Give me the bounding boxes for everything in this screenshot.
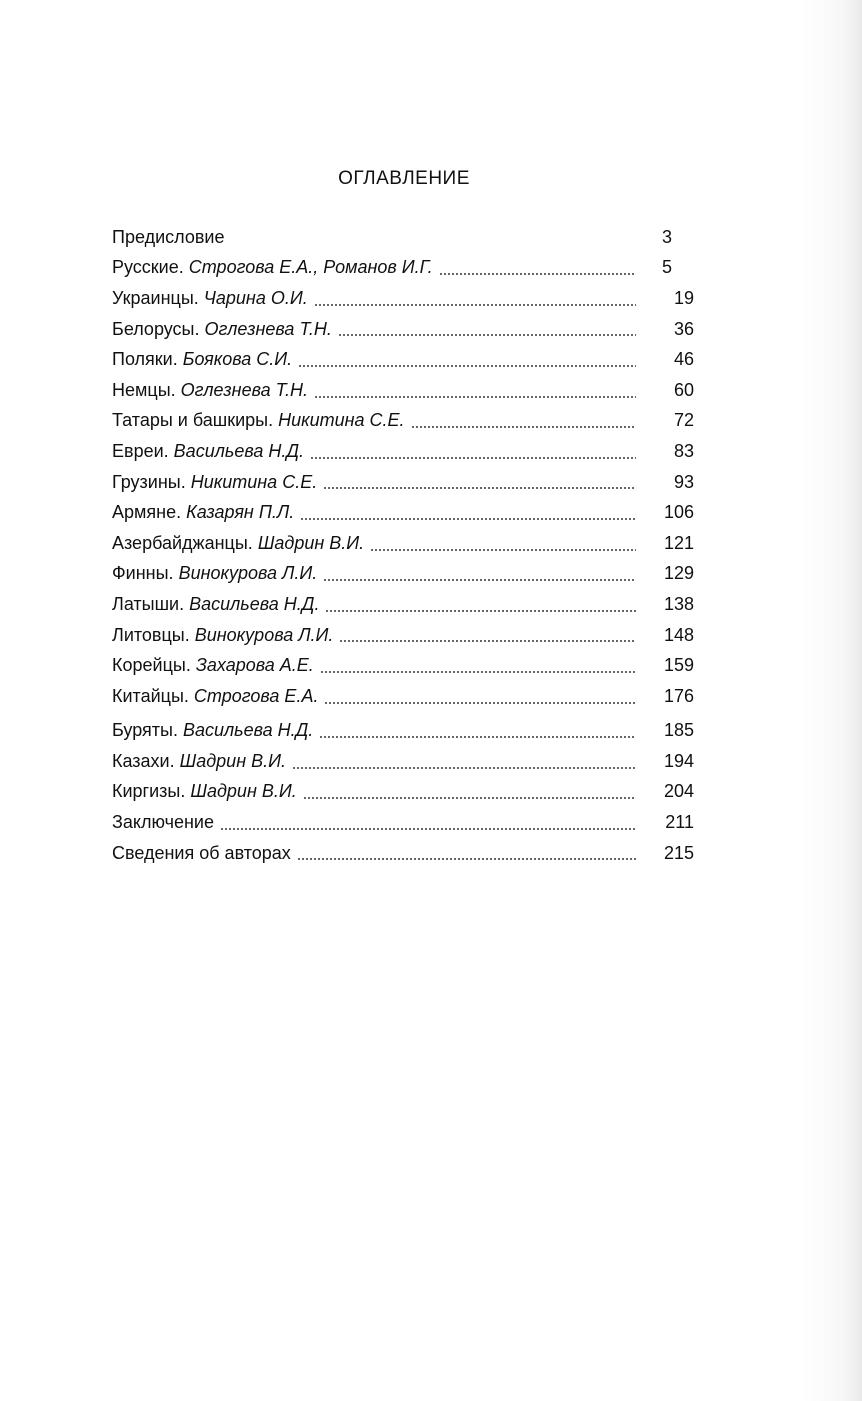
toc-page-number: 194 bbox=[663, 750, 694, 771]
toc-entry bbox=[112, 283, 694, 314]
toc-leader bbox=[323, 579, 636, 581]
toc-page-number: 138 bbox=[663, 593, 694, 614]
toc-entry-author: Никитина С.Е. bbox=[278, 410, 405, 431]
toc-entry-text bbox=[112, 625, 333, 646]
toc-page-number: 3 bbox=[662, 226, 673, 247]
toc-entry-text bbox=[112, 380, 308, 401]
toc-entry-author: Чарина О.И. bbox=[203, 287, 308, 308]
toc-entry bbox=[112, 375, 694, 406]
toc-page-number: 36 bbox=[673, 318, 694, 339]
toc-entry-text bbox=[112, 843, 291, 864]
table-of-contents bbox=[112, 222, 694, 868]
toc-leader bbox=[323, 487, 636, 489]
toc-entry-label: Финны. bbox=[112, 563, 174, 584]
toc-entry-author: Васильева Н.Д. bbox=[173, 440, 305, 461]
toc-entry-author: Захарова А.Е. bbox=[195, 655, 314, 676]
toc-entry-label: Немцы. bbox=[112, 379, 176, 400]
toc-leader bbox=[298, 365, 636, 367]
toc-page-number: 159 bbox=[663, 655, 694, 676]
toc-leader bbox=[439, 273, 636, 275]
toc-entry-text bbox=[112, 720, 313, 741]
toc-leader bbox=[339, 640, 636, 642]
toc-entry-label: Украинцы. bbox=[112, 287, 199, 308]
toc-page-number: 83 bbox=[673, 440, 694, 461]
toc-entry-text bbox=[112, 472, 317, 493]
toc-entry-text bbox=[112, 655, 314, 676]
toc-entry-text bbox=[112, 781, 297, 802]
toc-entry-label: Заключение bbox=[112, 812, 214, 833]
toc-entry bbox=[112, 253, 694, 284]
toc-entry bbox=[112, 436, 694, 467]
toc-entry-label: Казахи. bbox=[112, 750, 175, 771]
toc-entry-label: Буряты. bbox=[112, 720, 178, 741]
toc-entry-author: Казарян П.Л. bbox=[186, 502, 295, 523]
toc-entry-author: Оглезнева Т.Н. bbox=[204, 318, 332, 339]
toc-entry-text bbox=[112, 502, 294, 523]
toc-entry-author: Строгова Е.А., Романов И.Г. bbox=[188, 257, 433, 278]
toc-entry-label: Сведения об авторах bbox=[112, 842, 291, 863]
page-edge-shadow bbox=[802, 0, 862, 1401]
toc-entry-label: Армяне. bbox=[112, 502, 182, 523]
toc-leader bbox=[297, 858, 636, 860]
toc-entry bbox=[112, 497, 694, 528]
toc-entry-text bbox=[112, 349, 292, 370]
toc-entry-label: Литовцы. bbox=[112, 624, 190, 645]
toc-entry-text bbox=[112, 563, 317, 584]
toc-entry-label: Китайцы. bbox=[112, 685, 189, 706]
toc-entry-text bbox=[112, 288, 308, 309]
toc-entry-author: Шадрин В.И. bbox=[257, 532, 365, 553]
toc-page-number: 106 bbox=[663, 502, 694, 523]
toc-entry-text bbox=[112, 533, 364, 554]
toc-entry-author: Шадрин В.И. bbox=[179, 750, 286, 771]
toc-entry-author: Боякова С.И. bbox=[182, 349, 293, 370]
toc-entry-label: Поляки. bbox=[112, 349, 178, 370]
toc-entry bbox=[112, 681, 694, 712]
toc-entry-author: Васильева Н.Д. bbox=[182, 720, 314, 741]
toc-entry bbox=[112, 589, 694, 620]
toc-page-number: 215 bbox=[663, 842, 694, 863]
toc-entry bbox=[112, 650, 694, 681]
toc-page-number: 129 bbox=[663, 563, 694, 584]
toc-page-number: 46 bbox=[673, 349, 694, 370]
toc-page-number: 148 bbox=[663, 624, 694, 645]
toc-entry-author: Оглезнева Т.Н. bbox=[180, 379, 308, 400]
toc-entry bbox=[112, 559, 694, 590]
toc-page-number: 185 bbox=[663, 720, 694, 741]
toc-leader bbox=[292, 767, 636, 769]
toc-entry bbox=[112, 620, 694, 651]
toc-entry-label: Евреи. bbox=[112, 440, 169, 461]
toc-entry-author: Васильева Н.Д. bbox=[189, 593, 320, 614]
toc-leader bbox=[303, 797, 636, 799]
toc-leader bbox=[314, 304, 636, 306]
toc-entry-text bbox=[112, 594, 319, 615]
page-title: ОГЛАВЛЕНИЕ bbox=[338, 168, 470, 189]
toc-page-number: 211 bbox=[665, 812, 694, 833]
toc-entry-author: Винокурова Л.И. bbox=[194, 624, 334, 645]
toc-entry-author: Строгова Е.А. bbox=[193, 685, 319, 706]
toc-leader bbox=[310, 457, 636, 459]
toc-leader bbox=[338, 334, 636, 336]
toc-entry bbox=[112, 406, 694, 437]
toc-entry bbox=[112, 838, 694, 869]
toc-entry bbox=[112, 716, 694, 747]
toc-entry-text bbox=[112, 812, 214, 833]
toc-page-number: 19 bbox=[673, 287, 694, 308]
toc-entry bbox=[112, 746, 694, 777]
toc-page-number: 176 bbox=[663, 685, 694, 706]
toc-entry bbox=[112, 344, 694, 375]
toc-leader bbox=[230, 243, 636, 245]
toc-leader bbox=[370, 549, 636, 551]
toc-entry-label: Белорусы. bbox=[112, 318, 200, 339]
toc-entry-author: Винокурова Л.И. bbox=[178, 563, 318, 584]
toc-leader bbox=[314, 396, 636, 398]
toc-leader bbox=[300, 518, 636, 520]
toc-page-number: 93 bbox=[673, 471, 694, 492]
toc-entry-text bbox=[112, 257, 433, 278]
toc-entry-label: Русские. bbox=[112, 257, 184, 278]
toc-leader bbox=[320, 671, 636, 673]
toc-entry-label: Киргизы. bbox=[112, 781, 186, 802]
toc-entry-text bbox=[112, 686, 318, 707]
toc-entry-label: Татары и башкиры. bbox=[112, 410, 274, 431]
toc-entry bbox=[112, 314, 694, 345]
toc-entry-author: Никитина С.Е. bbox=[190, 471, 318, 492]
toc-entry-text bbox=[112, 319, 332, 340]
toc-leader bbox=[324, 702, 636, 704]
toc-page-number: 60 bbox=[673, 379, 694, 400]
toc-page-number: 72 bbox=[673, 410, 694, 431]
toc-leader bbox=[220, 828, 636, 830]
toc-entry-label: Корейцы. bbox=[112, 655, 191, 676]
toc-leader bbox=[325, 610, 636, 612]
toc-page-number: 5 bbox=[662, 257, 673, 278]
toc-entry-label: Латыши. bbox=[112, 593, 185, 614]
toc-entry bbox=[112, 777, 694, 808]
toc-page-number: 204 bbox=[663, 781, 694, 802]
toc-entry-author: Шадрин В.И. bbox=[190, 781, 297, 802]
toc-entry-text bbox=[112, 751, 286, 772]
toc-entry bbox=[112, 807, 694, 838]
toc-leader bbox=[411, 426, 636, 428]
toc-entry-label: Грузины. bbox=[112, 471, 186, 492]
toc-entry bbox=[112, 528, 694, 559]
toc-entry-text bbox=[112, 227, 224, 248]
toc-entry-text bbox=[112, 410, 405, 431]
toc-entry-label: Предисловие bbox=[112, 226, 225, 247]
toc-entry bbox=[112, 467, 694, 498]
toc-entry bbox=[112, 222, 694, 253]
toc-page-number: 121 bbox=[663, 532, 694, 553]
toc-entry-label: Азербайджанцы. bbox=[112, 532, 253, 553]
toc-leader bbox=[319, 736, 636, 738]
toc-entry-text bbox=[112, 441, 304, 462]
